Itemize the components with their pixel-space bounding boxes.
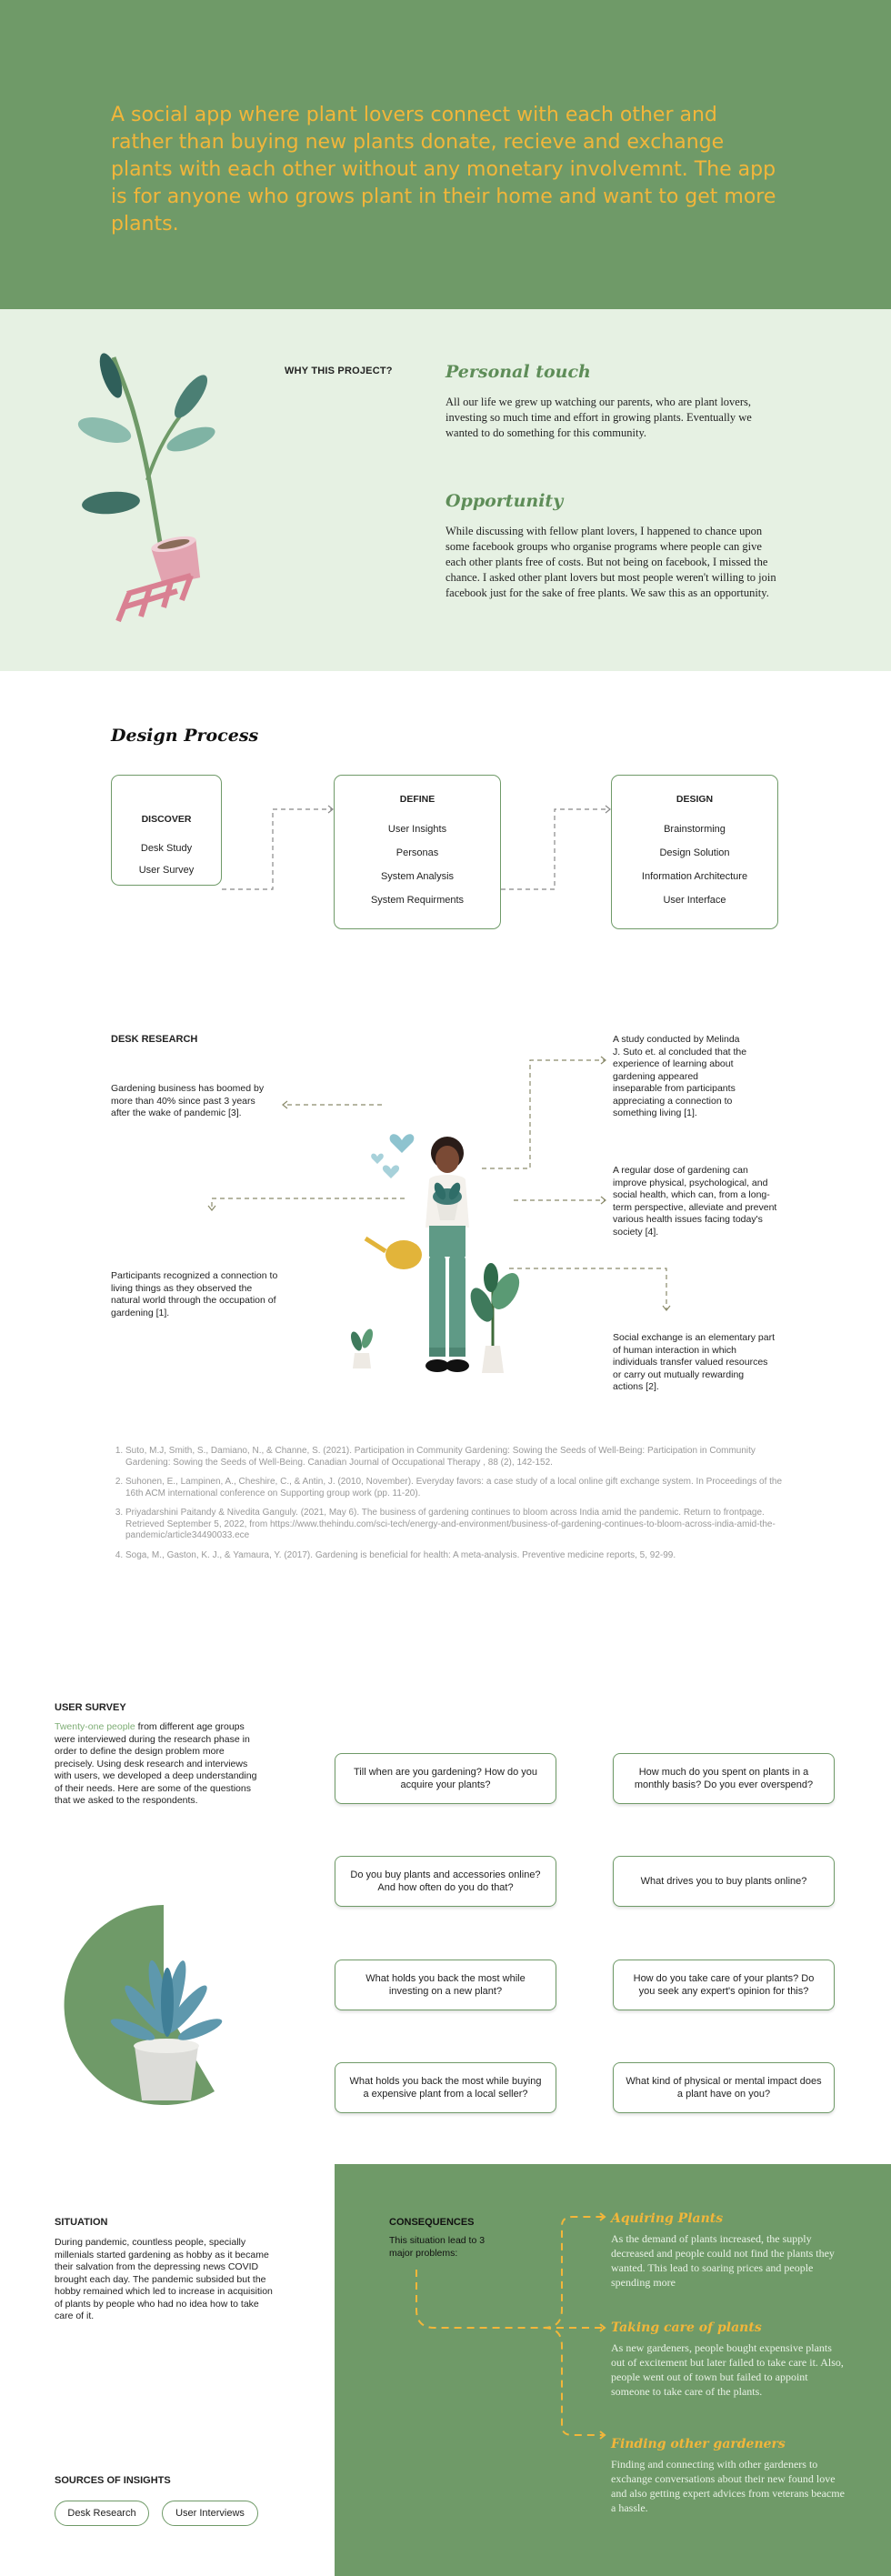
situation-label: SITUATION [55, 2217, 108, 2228]
stage-discover-item: Desk Study [140, 843, 193, 854]
survey-question: Do you buy plants and accessories online? And how often do you do that? [335, 1856, 556, 1907]
survey-question: How do you take care of your plants? Do you seek any expert's opinion for this? [613, 1960, 835, 2010]
why-section [0, 309, 891, 671]
stage-design-item: User Interface [663, 895, 726, 906]
reference-item: 1. Suto, M.J, Smith, S., Damiano, N., & Channe, S. (2021). Participation in Community Gardening: Sowing the Seeds of Well-Being: Participation in Community Gardening: Sowing the Seeds of Well-Being. Canadian Journal of Occupational Therapy , 88 (2), 142-152. [125, 1446, 784, 1468]
stage-design-item: Brainstorming [664, 824, 726, 835]
survey-question: What holds you back the most while investing on a new plant? [335, 1960, 556, 2010]
survey-question: What kind of physical or mental impact does a plant have on you? [613, 2062, 835, 2113]
aloe-plant-illustration [55, 1900, 227, 2110]
consequence-text: Finding and connecting with other gardeners to exchange conversations about their new found love and also getting expert advices from veterans beacme a hassle. [611, 2458, 845, 2514]
reference-item: 3. Priyadarshini Paitandy & Nivedita Ganguly. (2021, May 6). The business of gardening continues to bloom across India amid the pandemic. Return to frontpage. Retrieved September 5, 2022, from https://www.thehindu.com/sci-tech/energy-and-environment/business-of-gardening-continues-to-bloom-across-india-amid-the-pandemic/article34490033.ece [125, 1508, 784, 1542]
stage-define-item: Personas [395, 847, 439, 858]
stage-design-item: Design Solution [659, 847, 730, 858]
consequence-title-finding-gardeners: Finding other gardeners [611, 2437, 786, 2451]
stage-define-item: System Analysis [380, 871, 455, 882]
source-pill-desk-research[interactable]: Desk Research [55, 2501, 149, 2526]
consequence-text: As the demand of plants increased, the supply decreased and people could not find the plants they wanted. This lead to soaring prices and people spending more [611, 2232, 835, 2289]
survey-question: What drives you to buy plants online? [613, 1856, 835, 1907]
user-survey-text [55, 1721, 262, 1808]
design-process-title: Design Process [111, 726, 259, 746]
consequences-sub: This situation lead to 3 major problems: [389, 2235, 486, 2259]
research-note: Social exchange is an elementary part of human interaction in which individuals transfer valued resources or carry out mutually rewarding actions [2]. [613, 1332, 776, 1392]
reference-item: 2. Suhonen, E., Lampinen, A., Cheshire, C., & Antin, J. (2010, November). Everyday favors: a case study of a local online gift exchange system. In Proceedings of the 16th ACM international conference on Supporting group work (pp. 11-20). [125, 1477, 784, 1499]
stage-discover [111, 775, 222, 886]
desk-research-label: DESK RESEARCH [111, 1034, 198, 1045]
stage-define-item: System Requirments [370, 895, 465, 906]
sources-label: SOURCES OF INSIGHTS [55, 2475, 171, 2486]
situation-text: During pandemic, countless people, specially millenials started gardening as hobby as it became their salvation from the depressing news COVID brought each day. The pandemic subsided but the hobby remained which led to increase in acquisition of plants by people who had no idea how to take care of it. [55, 2237, 273, 2321]
consequence-title-acquiring-plants: Aquiring Plants [611, 2211, 724, 2226]
survey-question: What holds you back the most while buying a expensive plant from a local seller? [335, 2062, 556, 2113]
research-note: Participants recognized a connection to living things as they observed the natural world through the occupation of gardening [1]. [111, 1270, 278, 1318]
user-survey-label: USER SURVEY [55, 1702, 126, 1713]
consequences-panel [335, 2164, 891, 2576]
why-label: WHY THIS PROJECT? [285, 366, 393, 376]
source-pill-user-interviews[interactable]: User Interviews [162, 2501, 258, 2526]
research-note: A study conducted by Melinda J. Suto et. al concluded that the experience of learning about gardening appeared inseparable from participants appreciating a connection to something living [1]. [613, 1034, 747, 1118]
stage-design-head: DESIGN [676, 794, 714, 805]
research-note: A regular dose of gardening can improve physical, psychological, and social health, which can, from a long-term perspective, alleviate and prevent various health issues facing today's society [4]. [613, 1165, 777, 1238]
stage-design [611, 775, 778, 929]
hero-section [0, 0, 891, 309]
references-list [111, 1446, 784, 1569]
personal-touch-title: Personal touch [446, 362, 591, 382]
stage-design-item: Information Architecture [641, 871, 748, 882]
personal-touch-text: All our life we grew up watching our parents, who are plant lovers, investing so much time and effort in growing plants. Eventually we wanted to do something for this community. [446, 396, 752, 439]
user-survey-highlight: Twenty-one people [55, 1721, 135, 1732]
stage-define [334, 775, 501, 929]
stage-define-item: User Insights [387, 824, 447, 835]
consequences-label: CONSEQUENCES [389, 2217, 475, 2228]
survey-question: How much do you spent on plants in a monthly basis? Do you ever overspend? [613, 1753, 835, 1804]
user-survey-body: from different age groups were interviewed during the research phase in order to define the design problem more precisely. Using desk research and interviews with users, we developed a deep understanding of their needs. Here are some of the questions that we asked to the respondents. [55, 1721, 257, 1806]
consequence-title-taking-care: Taking care of plants [611, 2320, 762, 2335]
opportunity-title: Opportunity [446, 491, 564, 511]
plant-illustration [64, 335, 218, 626]
survey-question: Till when are you gardening? How do you acquire your plants? [335, 1753, 556, 1804]
reference-item: 4. Soga, M., Gaston, K. J., & Yamaura, Y. (2017). Gardening is beneficial for health: A meta-analysis. Preventive medicine reports, 5, 92-99. [125, 1550, 784, 1562]
stage-define-head: DEFINE [399, 794, 435, 805]
opportunity-text: While discussing with fellow plant lovers, I happened to chance upon some facebook groups who organise programs where people can give each other plants free of costs. But not being on facebook, I missed the chance. I asked other plant lovers but most people weren't willing to join facebook just for the sake of free plants. We saw this as an opportunity. [446, 525, 776, 599]
woman-holding-plant-illustration [345, 1118, 555, 1400]
consequence-text: As new gardeners, people bought expensive plants out of excitement but later failed to take care it. Also, people went out of town but failed to appoint someone to take care of the plants. [611, 2341, 844, 2398]
stage-discover-item: User Survey [138, 865, 195, 876]
hero-text: A social app where plant lovers connect with each other and rather than buying new plants donate, recieve and exchange plants with each other without any monetary involvemnt. The app is for anyone who grows plant in their home and want to get more plants. [111, 104, 776, 236]
research-note: Gardening business has boomed by more than 40% since past 3 years after the wake of pandemic [3]. [111, 1083, 265, 1118]
stage-discover-head: DISCOVER [141, 814, 192, 825]
